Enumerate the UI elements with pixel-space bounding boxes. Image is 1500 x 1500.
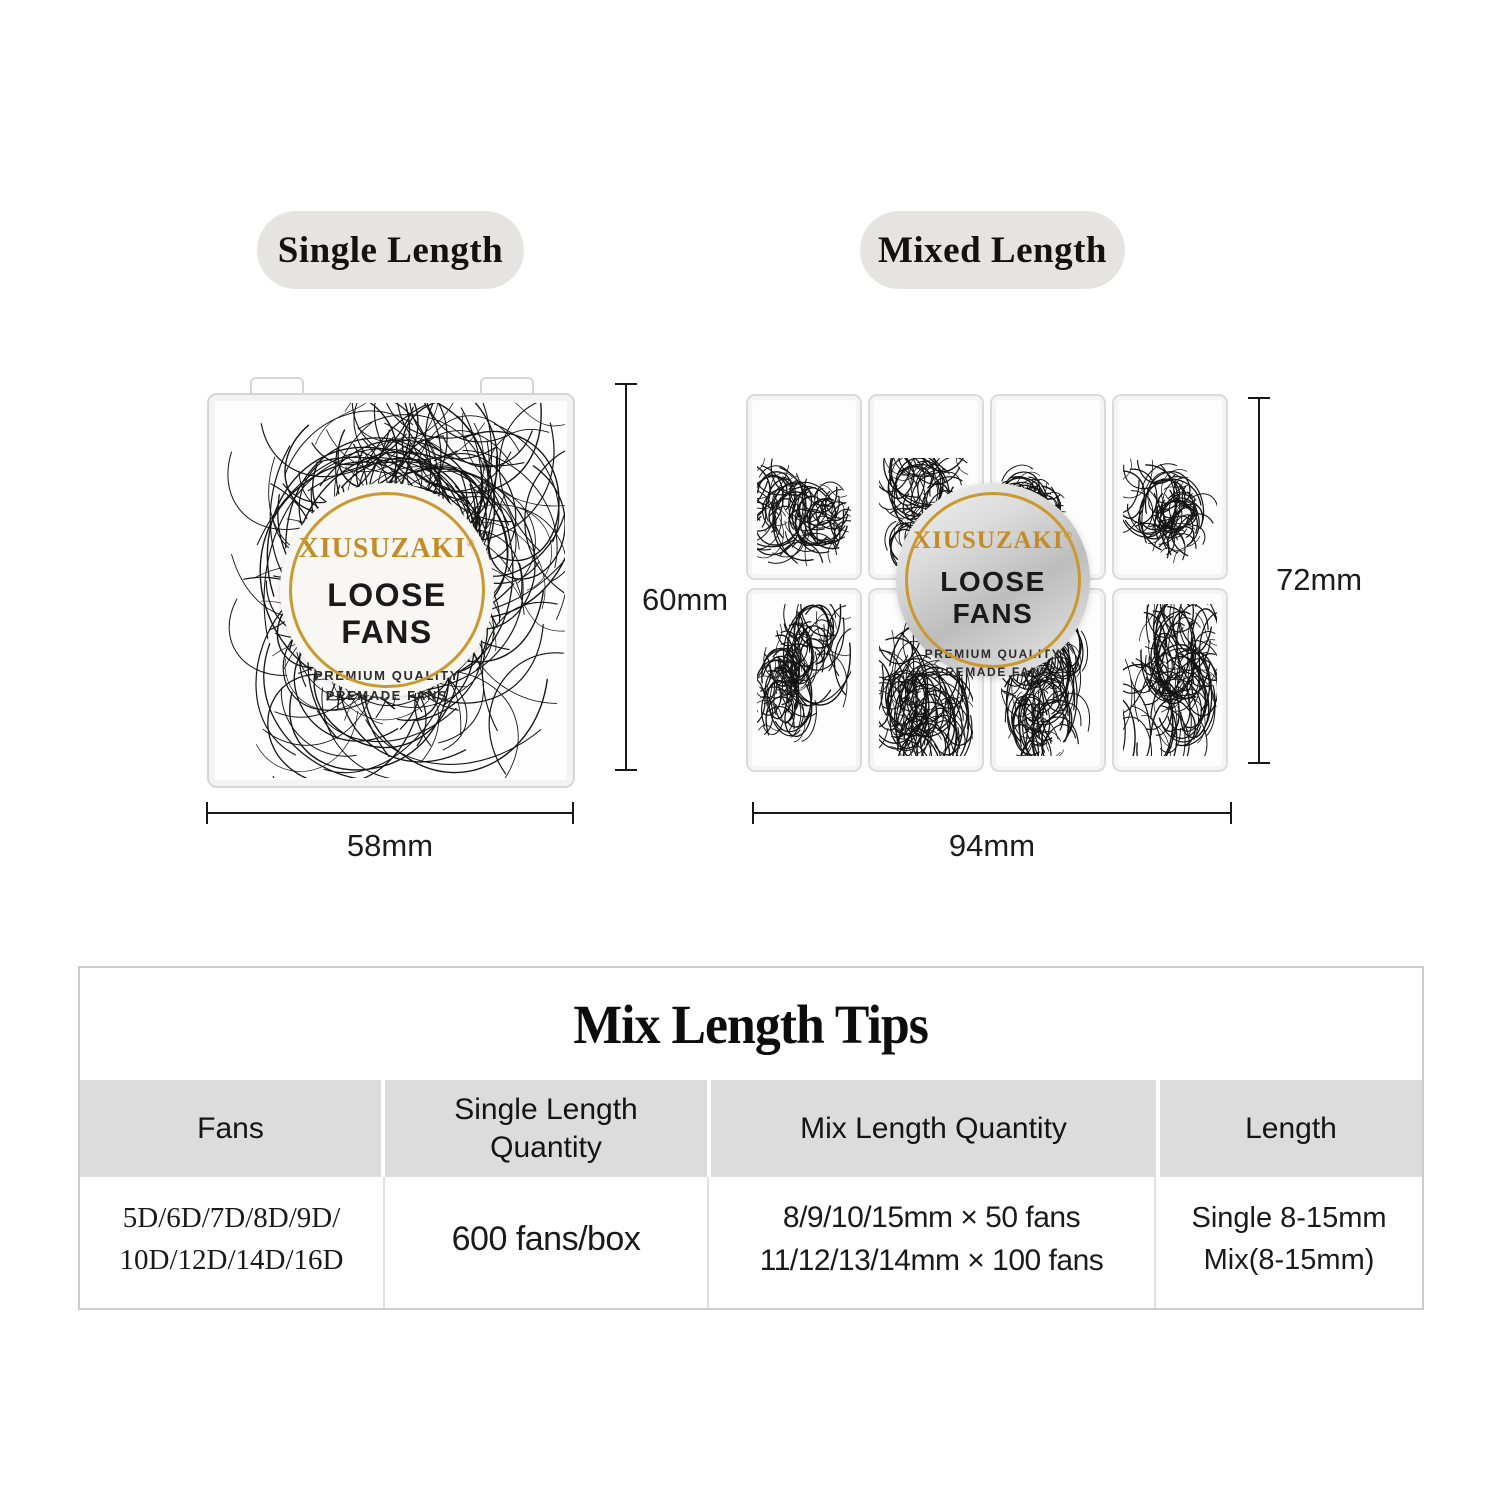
cell-fans: 5D/6D/7D/8D/9D/ 10D/12D/14D/16D	[119, 1202, 344, 1276]
brand-text: XIUSUZAKI	[298, 533, 467, 564]
cell-single-length-quantity: 600 fans/box	[383, 1177, 707, 1308]
lash-fans-cluster	[1123, 604, 1217, 756]
table-data-row	[80, 1177, 1422, 1308]
registered-mark: ®	[1063, 529, 1073, 542]
brand-sticker-mixed	[896, 483, 1090, 677]
mix-length-tips-table	[78, 966, 1424, 1310]
header-fans: Fans	[80, 1080, 381, 1177]
mixed-box-compartment	[1112, 394, 1228, 580]
mixed-length-pill	[860, 211, 1125, 289]
mixed-box-compartment	[746, 394, 862, 580]
dimension-cap	[1230, 802, 1232, 824]
mixed-height-dimension-line	[1258, 398, 1260, 763]
table-title: Mix Length Tips	[573, 993, 929, 1055]
dimension-cap	[572, 802, 574, 824]
single-length-pill	[257, 211, 524, 289]
dimension-cap	[206, 802, 208, 824]
header-mix-length-quantity: Mix Length Quantity	[711, 1080, 1156, 1177]
mixed-length-pill-label: Mixed Length	[877, 229, 1108, 271]
mixed-height-dimension-label: 72mm	[1276, 562, 1363, 597]
table-header-row	[80, 1080, 1422, 1177]
single-width-dimension-label: 58mm	[346, 828, 434, 863]
table-title-row	[80, 968, 1422, 1080]
cell-length: Single 8-15mm Mix(8-15mm)	[1154, 1177, 1422, 1308]
dimension-cap	[615, 383, 637, 385]
registered-mark: ®	[466, 537, 476, 550]
dimension-cap	[615, 769, 637, 771]
product-name: LOOSE FANS	[940, 566, 1046, 629]
lash-fans-cluster	[757, 604, 851, 756]
single-width-dimension-line	[207, 812, 573, 814]
mixed-box-compartment	[746, 588, 862, 772]
lash-fans-cluster	[1123, 458, 1217, 566]
tagline-line1: PREMIUM QUALITY	[924, 647, 1062, 661]
dimension-cap	[752, 802, 754, 824]
gold-ring	[905, 492, 1081, 668]
brand-text: XIUSUZAKI	[913, 527, 1064, 554]
dimension-cap	[1248, 397, 1270, 399]
gold-ring	[289, 492, 485, 688]
product-name: LOOSE FANS	[327, 577, 447, 650]
mixed-box-compartment	[1112, 588, 1228, 772]
cell-mix-length-quantity: 8/9/10/15mm × 50 fans 11/12/13/14mm × 100 fans	[707, 1177, 1154, 1308]
tagline-line2: PREMADE FANS	[325, 687, 449, 703]
header-single-length-quantity: Single Length Quantity	[385, 1080, 707, 1177]
brand-sticker-single	[280, 483, 494, 703]
single-height-dimension-label: 60mm	[642, 582, 729, 617]
mixed-width-dimension-line	[753, 812, 1231, 814]
mixed-width-dimension-label: 94mm	[948, 828, 1036, 863]
tagline-line2: PREMADE FANS	[935, 665, 1051, 679]
single-length-box	[207, 393, 575, 788]
header-length: Length	[1160, 1080, 1422, 1177]
tagline-line1: PREMIUM QUALITY	[313, 668, 461, 683]
single-length-pill-label: Single Length	[277, 229, 504, 271]
lash-fans-cluster	[757, 458, 851, 566]
dimension-cap	[1248, 762, 1270, 764]
single-height-dimension-line	[625, 384, 627, 770]
